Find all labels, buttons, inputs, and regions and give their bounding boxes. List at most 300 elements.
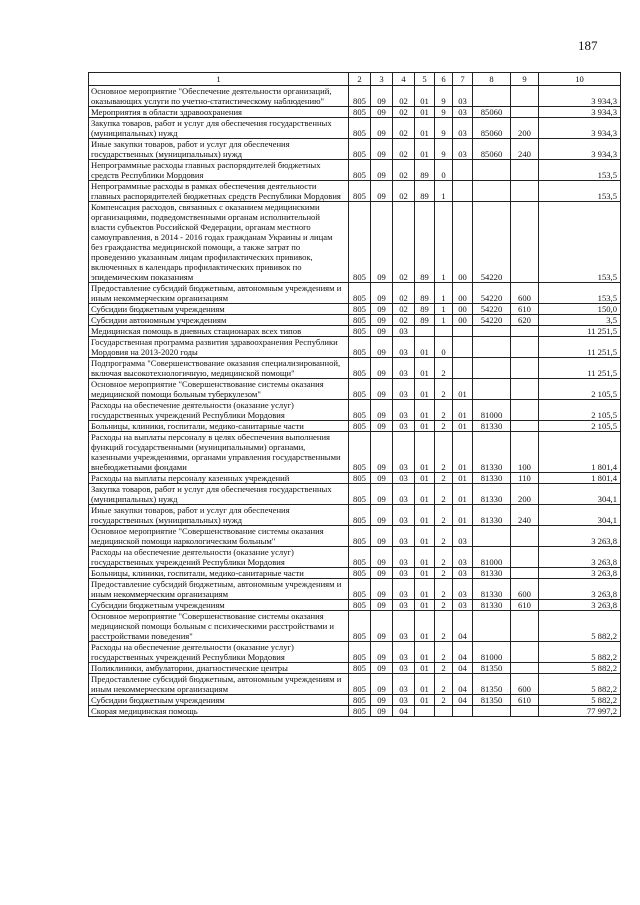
- row-code: 85060: [473, 118, 511, 139]
- row-description: Основное мероприятие "Обеспечение деятельности организаций, оказывающих услуги по учетно-статистическому наблюдению": [89, 86, 349, 107]
- row-description: Субсидии бюджетным учреждениям: [89, 695, 349, 706]
- table-header-row: [89, 73, 621, 86]
- row-code: 09: [371, 379, 393, 400]
- row-code: 09: [371, 505, 393, 526]
- row-code: 9: [435, 118, 453, 139]
- row-description: Подпрограмма "Совершенствование оказания специализированной, включая высокотехнологичную, медицинской помощи": [89, 358, 349, 379]
- column-header: 4: [393, 73, 415, 86]
- row-code: 81330: [473, 421, 511, 432]
- row-code: 610: [511, 600, 539, 611]
- row-code: 03: [393, 400, 415, 421]
- row-code: 01: [415, 337, 435, 358]
- row-code: [473, 706, 511, 717]
- row-code: 2: [435, 358, 453, 379]
- row-code: 04: [453, 695, 473, 706]
- row-code: 805: [349, 118, 371, 139]
- row-code: 03: [393, 695, 415, 706]
- row-code: 01: [453, 432, 473, 473]
- row-code: 01: [415, 379, 435, 400]
- row-code: 03: [393, 568, 415, 579]
- row-code: 01: [415, 547, 435, 568]
- row-code: 2: [435, 663, 453, 674]
- row-code: [453, 326, 473, 337]
- row-code: 805: [349, 526, 371, 547]
- table-row: [89, 663, 621, 674]
- row-code: 620: [511, 315, 539, 326]
- row-code: 01: [415, 484, 435, 505]
- table-row: [89, 526, 621, 547]
- row-code: 2: [435, 642, 453, 663]
- row-code: 03: [393, 663, 415, 674]
- row-code: 00: [453, 202, 473, 283]
- row-code: [511, 568, 539, 579]
- row-code: 01: [415, 695, 435, 706]
- row-code: 09: [371, 358, 393, 379]
- row-amount: 77 997,2: [539, 706, 621, 717]
- row-code: 1: [435, 315, 453, 326]
- row-code: 01: [453, 379, 473, 400]
- row-amount: 3 263,8: [539, 568, 621, 579]
- row-amount: 3 263,8: [539, 526, 621, 547]
- row-code: 09: [371, 547, 393, 568]
- row-code: 89: [415, 283, 435, 304]
- row-description: Расходы на выплаты персоналу казенных учреждений: [89, 473, 349, 484]
- row-code: 81330: [473, 568, 511, 579]
- row-code: [473, 358, 511, 379]
- row-code: 805: [349, 283, 371, 304]
- row-amount: 1 801,4: [539, 473, 621, 484]
- row-code: 805: [349, 358, 371, 379]
- row-code: 89: [415, 315, 435, 326]
- row-code: 54220: [473, 315, 511, 326]
- row-amount: 5 882,2: [539, 674, 621, 695]
- row-code: 01: [453, 484, 473, 505]
- row-code: [511, 160, 539, 181]
- row-amount: 5 882,2: [539, 642, 621, 663]
- row-code: [511, 379, 539, 400]
- row-description: Компенсация расходов, связанных с оказанием медицинскими организациями, подведомственными органам исполнительной власти субъектов Российской Федерации, органам местного самоуправления, в 2014 - 2016 годах гражданам Украины и лицам без гражданства медицинской помощи, а также затрат по проведению указанным лицам профилактических прививок, включенных в календарь профилактических прививок по эпидемическим показаниям: [89, 202, 349, 283]
- row-code: 805: [349, 579, 371, 600]
- table-row: [89, 118, 621, 139]
- page-number: 187: [578, 38, 598, 53]
- row-code: 610: [511, 695, 539, 706]
- row-code: 81330: [473, 600, 511, 611]
- row-code: 805: [349, 611, 371, 642]
- row-code: 2: [435, 432, 453, 473]
- row-code: 09: [371, 315, 393, 326]
- row-code: 805: [349, 663, 371, 674]
- row-code: 805: [349, 139, 371, 160]
- row-description: Больницы, клиники, госпитали, медико-санитарные части: [89, 568, 349, 579]
- row-code: 03: [393, 611, 415, 642]
- row-code: 01: [415, 642, 435, 663]
- column-header: 5: [415, 73, 435, 86]
- row-code: 01: [415, 432, 435, 473]
- row-code: 03: [393, 674, 415, 695]
- row-description: Скорая медицинская помощь: [89, 706, 349, 717]
- row-amount: 11 251,5: [539, 358, 621, 379]
- row-code: 110: [511, 473, 539, 484]
- row-code: [511, 358, 539, 379]
- table-row: [89, 421, 621, 432]
- row-code: [473, 326, 511, 337]
- row-code: 09: [371, 160, 393, 181]
- row-code: 09: [371, 86, 393, 107]
- row-code: 805: [349, 421, 371, 432]
- row-code: [453, 160, 473, 181]
- row-code: 805: [349, 505, 371, 526]
- row-code: 240: [511, 139, 539, 160]
- row-code: 89: [415, 160, 435, 181]
- row-code: 03: [393, 326, 415, 337]
- row-code: [473, 611, 511, 642]
- row-code: 81330: [473, 484, 511, 505]
- row-code: 09: [371, 181, 393, 202]
- row-code: 09: [371, 484, 393, 505]
- row-code: 2: [435, 547, 453, 568]
- row-code: 03: [393, 484, 415, 505]
- row-code: 1: [435, 304, 453, 315]
- row-code: 01: [415, 568, 435, 579]
- row-code: 02: [393, 202, 415, 283]
- row-code: 01: [415, 473, 435, 484]
- table-row: [89, 160, 621, 181]
- row-code: [511, 526, 539, 547]
- row-description: Расходы на обеспечение деятельности (оказание услуг) государственных учреждений Республики Мордовия: [89, 400, 349, 421]
- row-code: 09: [371, 473, 393, 484]
- row-code: 2: [435, 526, 453, 547]
- row-code: 54220: [473, 283, 511, 304]
- row-code: 02: [393, 107, 415, 118]
- row-code: 04: [393, 706, 415, 717]
- row-code: 09: [371, 432, 393, 473]
- row-description: Основное мероприятие "Совершенствование системы оказания медицинской помощи больным с психическими расстройствами и расстройствами поведения": [89, 611, 349, 642]
- row-amount: 153,5: [539, 181, 621, 202]
- row-code: 1: [435, 202, 453, 283]
- row-amount: 2 105,5: [539, 400, 621, 421]
- row-code: 01: [415, 505, 435, 526]
- row-code: 805: [349, 107, 371, 118]
- row-code: 2: [435, 611, 453, 642]
- row-amount: 1 801,4: [539, 432, 621, 473]
- row-code: 00: [453, 283, 473, 304]
- row-code: [473, 160, 511, 181]
- row-amount: 5 882,2: [539, 695, 621, 706]
- row-code: 805: [349, 304, 371, 315]
- row-code: 1: [435, 283, 453, 304]
- row-description: Субсидии бюджетным учреждениям: [89, 600, 349, 611]
- row-description: Больницы, клиники, госпитали, медико-санитарные части: [89, 421, 349, 432]
- row-code: [511, 642, 539, 663]
- row-code: [511, 663, 539, 674]
- row-code: 89: [415, 304, 435, 315]
- row-code: 03: [453, 526, 473, 547]
- row-code: 0: [435, 160, 453, 181]
- row-code: 02: [393, 86, 415, 107]
- row-code: 02: [393, 181, 415, 202]
- row-code: 81330: [473, 505, 511, 526]
- row-amount: 3 263,8: [539, 547, 621, 568]
- row-amount: 150,0: [539, 304, 621, 315]
- row-code: 805: [349, 642, 371, 663]
- row-code: [453, 337, 473, 358]
- row-code: 03: [393, 642, 415, 663]
- table-row: [89, 695, 621, 706]
- table-row: [89, 326, 621, 337]
- row-code: 01: [415, 526, 435, 547]
- row-code: 01: [453, 505, 473, 526]
- row-code: 805: [349, 315, 371, 326]
- row-code: 03: [393, 379, 415, 400]
- row-code: 09: [371, 600, 393, 611]
- row-code: 01: [453, 473, 473, 484]
- row-code: 805: [349, 674, 371, 695]
- row-code: 2: [435, 473, 453, 484]
- row-code: 04: [453, 674, 473, 695]
- row-code: 805: [349, 600, 371, 611]
- row-amount: 2 105,5: [539, 379, 621, 400]
- row-amount: 3 263,8: [539, 579, 621, 600]
- row-code: 09: [371, 674, 393, 695]
- row-amount: 153,5: [539, 283, 621, 304]
- row-code: [511, 107, 539, 118]
- row-code: [511, 400, 539, 421]
- row-code: 09: [371, 202, 393, 283]
- row-code: 1: [435, 181, 453, 202]
- row-code: 805: [349, 326, 371, 337]
- table-row: [89, 674, 621, 695]
- column-header: 10: [539, 73, 621, 86]
- row-code: 805: [349, 86, 371, 107]
- row-code: 01: [453, 400, 473, 421]
- row-code: 09: [371, 568, 393, 579]
- row-code: 09: [371, 642, 393, 663]
- row-code: 03: [393, 421, 415, 432]
- table-row: [89, 600, 621, 611]
- row-amount: 3 934,3: [539, 107, 621, 118]
- row-description: Субсидии бюджетным учреждениям: [89, 304, 349, 315]
- row-code: 09: [371, 611, 393, 642]
- row-amount: 304,1: [539, 484, 621, 505]
- row-amount: 2 105,5: [539, 421, 621, 432]
- column-header: 2: [349, 73, 371, 86]
- row-code: 09: [371, 337, 393, 358]
- row-code: 09: [371, 579, 393, 600]
- row-code: 01: [415, 139, 435, 160]
- row-code: 03: [453, 118, 473, 139]
- row-code: 09: [371, 695, 393, 706]
- row-code: 03: [453, 579, 473, 600]
- row-code: 03: [393, 526, 415, 547]
- row-code: [473, 337, 511, 358]
- table-row: [89, 107, 621, 118]
- row-code: 200: [511, 484, 539, 505]
- row-code: 09: [371, 663, 393, 674]
- row-description: Закупка товаров, работ и услуг для обеспечения государственных (муниципальных) нужд: [89, 484, 349, 505]
- row-code: 09: [371, 706, 393, 717]
- table-row: [89, 611, 621, 642]
- row-code: 805: [349, 568, 371, 579]
- row-code: 0: [435, 337, 453, 358]
- row-code: 03: [453, 568, 473, 579]
- row-code: 81350: [473, 695, 511, 706]
- row-code: 01: [415, 663, 435, 674]
- row-code: 2: [435, 674, 453, 695]
- row-amount: 11 251,5: [539, 326, 621, 337]
- table-row: [89, 86, 621, 107]
- row-code: 81350: [473, 663, 511, 674]
- row-code: 9: [435, 139, 453, 160]
- row-code: 81330: [473, 432, 511, 473]
- row-code: 03: [393, 337, 415, 358]
- row-code: 03: [453, 547, 473, 568]
- row-code: 600: [511, 674, 539, 695]
- table-row: [89, 579, 621, 600]
- row-amount: 3 934,3: [539, 86, 621, 107]
- row-code: 85060: [473, 107, 511, 118]
- row-code: [511, 611, 539, 642]
- row-code: 09: [371, 118, 393, 139]
- row-code: 54220: [473, 304, 511, 315]
- table-row: [89, 484, 621, 505]
- row-description: Иные закупки товаров, работ и услуг для обеспечения государственных (муниципальных) нужд: [89, 139, 349, 160]
- row-description: Предоставление субсидий бюджетным, автономным учреждениям и иным некоммерческим организациям: [89, 283, 349, 304]
- row-code: 02: [393, 283, 415, 304]
- row-code: 805: [349, 547, 371, 568]
- row-code: 04: [453, 611, 473, 642]
- row-code: 00: [453, 304, 473, 315]
- row-code: 805: [349, 484, 371, 505]
- row-code: [435, 706, 453, 717]
- table-row: [89, 505, 621, 526]
- row-code: 01: [415, 107, 435, 118]
- row-code: 02: [393, 118, 415, 139]
- row-code: 200: [511, 118, 539, 139]
- row-amount: 304,1: [539, 505, 621, 526]
- table-row: [89, 473, 621, 484]
- row-code: 610: [511, 304, 539, 315]
- row-code: [453, 358, 473, 379]
- row-code: 805: [349, 706, 371, 717]
- row-description: Расходы на обеспечение деятельности (оказание услуг) государственных учреждений Республики Мордовия: [89, 642, 349, 663]
- row-code: 01: [415, 600, 435, 611]
- table-row: [89, 568, 621, 579]
- row-code: 09: [371, 139, 393, 160]
- row-code: 2: [435, 421, 453, 432]
- column-header: 6: [435, 73, 453, 86]
- row-description: Субсидии автономным учреждениям: [89, 315, 349, 326]
- row-code: 09: [371, 107, 393, 118]
- row-code: 02: [393, 304, 415, 315]
- row-code: 03: [453, 107, 473, 118]
- table-row: [89, 139, 621, 160]
- row-code: 81000: [473, 642, 511, 663]
- row-code: 805: [349, 337, 371, 358]
- row-code: 03: [393, 505, 415, 526]
- row-code: 03: [393, 473, 415, 484]
- row-code: 04: [453, 663, 473, 674]
- row-code: 805: [349, 160, 371, 181]
- row-code: 2: [435, 505, 453, 526]
- row-code: 02: [393, 139, 415, 160]
- row-code: 01: [415, 400, 435, 421]
- row-code: [473, 181, 511, 202]
- row-code: [511, 547, 539, 568]
- table-row: [89, 379, 621, 400]
- row-code: [511, 706, 539, 717]
- row-code: 9: [435, 107, 453, 118]
- table-row: [89, 181, 621, 202]
- column-header: 9: [511, 73, 539, 86]
- row-code: 2: [435, 400, 453, 421]
- row-code: 01: [415, 358, 435, 379]
- row-code: 01: [415, 611, 435, 642]
- row-code: 09: [371, 421, 393, 432]
- row-code: 805: [349, 379, 371, 400]
- row-code: [473, 526, 511, 547]
- row-code: [415, 326, 435, 337]
- row-description: Расходы на выплаты персоналу в целях обеспечения выполнения функций государственными (муниципальными) органами, казенными учреждениями, органами управления государственными внебюджетными фондами: [89, 432, 349, 473]
- row-code: 01: [415, 118, 435, 139]
- row-code: 03: [393, 579, 415, 600]
- row-code: 01: [415, 579, 435, 600]
- row-code: 09: [371, 400, 393, 421]
- row-code: [511, 337, 539, 358]
- row-code: [473, 379, 511, 400]
- table-row: [89, 432, 621, 473]
- table-row: [89, 283, 621, 304]
- row-description: Основное мероприятие "Совершенствование системы оказания медицинской помощи больным туберкулезом": [89, 379, 349, 400]
- row-code: [435, 326, 453, 337]
- row-code: 03: [393, 432, 415, 473]
- row-code: 09: [371, 304, 393, 315]
- row-code: 81350: [473, 674, 511, 695]
- budget-table: [88, 72, 621, 717]
- row-amount: 3 934,3: [539, 139, 621, 160]
- row-code: 81330: [473, 473, 511, 484]
- row-code: 04: [453, 642, 473, 663]
- row-code: 02: [393, 160, 415, 181]
- row-amount: 153,5: [539, 202, 621, 283]
- table-row: [89, 547, 621, 568]
- row-code: [473, 86, 511, 107]
- row-code: 01: [415, 674, 435, 695]
- table-row: [89, 337, 621, 358]
- row-description: Поликлиники, амбулатории, диагностические центры: [89, 663, 349, 674]
- row-code: 09: [371, 326, 393, 337]
- row-description: Закупка товаров, работ и услуг для обеспечения государственных (муниципальных) нужд: [89, 118, 349, 139]
- column-header: 7: [453, 73, 473, 86]
- row-code: [511, 86, 539, 107]
- row-code: 2: [435, 579, 453, 600]
- row-code: 81000: [473, 547, 511, 568]
- column-header: 8: [473, 73, 511, 86]
- row-amount: 153,5: [539, 160, 621, 181]
- table-row: [89, 202, 621, 283]
- row-amount: 3 934,3: [539, 118, 621, 139]
- row-code: 09: [371, 283, 393, 304]
- row-code: 09: [371, 526, 393, 547]
- row-code: 240: [511, 505, 539, 526]
- row-code: 81330: [473, 579, 511, 600]
- row-description: Предоставление субсидий бюджетным, автономным учреждениям и иным некоммерческим организациям: [89, 579, 349, 600]
- row-amount: 5 882,2: [539, 663, 621, 674]
- row-description: Расходы на обеспечение деятельности (оказание услуг) государственных учреждений Республики Мордовия: [89, 547, 349, 568]
- row-code: [453, 181, 473, 202]
- row-code: 02: [393, 315, 415, 326]
- row-code: 805: [349, 181, 371, 202]
- row-code: 03: [453, 86, 473, 107]
